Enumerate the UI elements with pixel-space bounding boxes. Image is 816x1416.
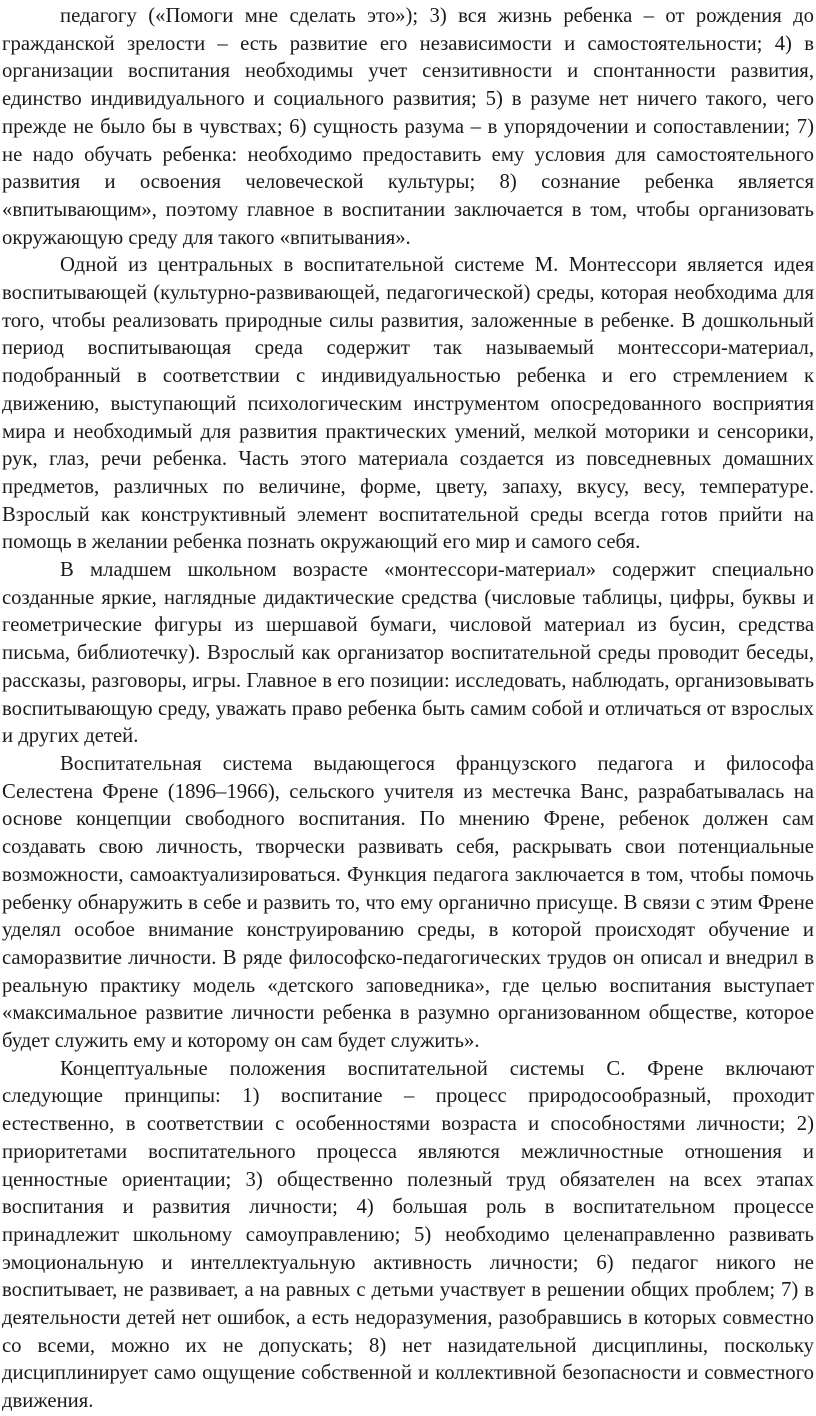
paragraph-montessori-principles: педагогу («Помоги мне сделать это»); 3) вся жизнь ребенка – от рождения до гражданской зрелости – есть развитие его независимости и самостоятельности; 4) в организации воспитания необходимы учет сензитивности и спонтанности развития, единство индивидуального и социального развития; 5) в разуме нет ничего такого, чего прежде не было бы в чувствах; 6) сущность разума – в упорядочении и сопоставлении; 7) не надо обучать ребенка: необходимо предоставить ему условия для самостоятельного развития и освоения человеческой культуры; 8) сознание ребенка является «впитывающим», поэтому главное в воспитании заключается в том, чтобы организовать окружающую среду для такого «впитывания». [2, 5, 814, 249]
paragraph-montessori-school-age: В младшем школьном возрасте «монтессори-материал» содержит специально созданные яркие, наглядные дидактические средства (числовые таблицы, цифры, буквы и геометрические фигуры из шершавой бумаги, числовой материал из бусин, средства письма, библиотечку). Взрослый как организатор воспитательной среды проводит беседы, рассказы, разговоры, игры. Главное в его позиции: исследовать, наблюдать, организовывать воспитывающую среду, уважать право ребенка быть самим собой и отличаться от взрослых и других детей. [2, 559, 814, 748]
paragraph-freinet-system: Воспитательная система выдающегося французского педагога и философа Селестена Френе (1896–1966), сельского учителя из местечка Ванс, разрабатывалась на основе концепции свободного воспитания. По мнению Френе, ребенок должен сам создавать свою личность, творчески развивать себя, раскрывать свои потенциальные возможности, самоактуализироваться. Функция педагога заключается в том, чтобы помочь ребенку обнаружить в себе и развить то, что ему органично присуще. В связи с этим Френе уделял особое внимание конструированию среды, в которой происходят обучение и саморазвитие личности. В ряде философско-педагогических трудов он описал и внедрил в реальную практику модель «детского заповедника», где целью воспитания выступает «максимальное развитие личности ребенка в разумно организованном обществе, которое будет служить ему и которому он сам будет служить». [2, 752, 814, 1053]
paragraph-montessori-environment: Одной из центральных в воспитательной системе М. Монтессори является идея воспитывающей (культурно-развивающей, педагогической) среды, которая необходима для того, чтобы реализовать природные силы развития, заложенные в ребенке. В дошкольный период воспитывающая среда содержит так называемый монтессори-материал, подобранный в соответствии с индивидуальностью ребенка и его стремлением к движению, выступающий психологическим инструментом опосредованного восприятия мира и необходимый для развития практических умений, мелкой моторики и сенсорики, рук, глаз, речи ребенка. Часть этого материала создается из повседневных домашних предметов, различных по величине, форме, цвету, запаху, вкусу, весу, температуре. Взрослый как конструктивный элемент воспитательной среды всегда готов прийти на помощь в желании ребенка познать окружающий его мир и самого себя. [2, 254, 814, 554]
paragraph-freinet-principles: Концептуальные положения воспитательной системы С. Френе включают следующие принципы: 1) воспитание – процесс природосообразный, проходит естественно, в соответствии с особенностями возраста и способностями личности; 2) приоритетами воспитательного процесса являются межличностные отношения и ценностные ориентации; 3) общественно полезный труд обязателен на всех этапах воспитания и развития личности; 4) большая роль в воспитательном процессе принадлежит школьному самоуправлению; 5) необходимо целенаправленно развивать эмоциональную и интеллектуальную активность личности; 6) педагог никого не воспитывает, не развивает, а на равных с детьми участвует в решении общих проблем; 7) в деятельности детей нет ошибок, а есть недоразумения, разобравшись в которых совместно со всеми, можно их не допускать; 8) нет назидательной дисциплины, поскольку дисциплинирует само ощущение собственной и коллективной безопасности и совместного движения. [2, 1057, 814, 1413]
